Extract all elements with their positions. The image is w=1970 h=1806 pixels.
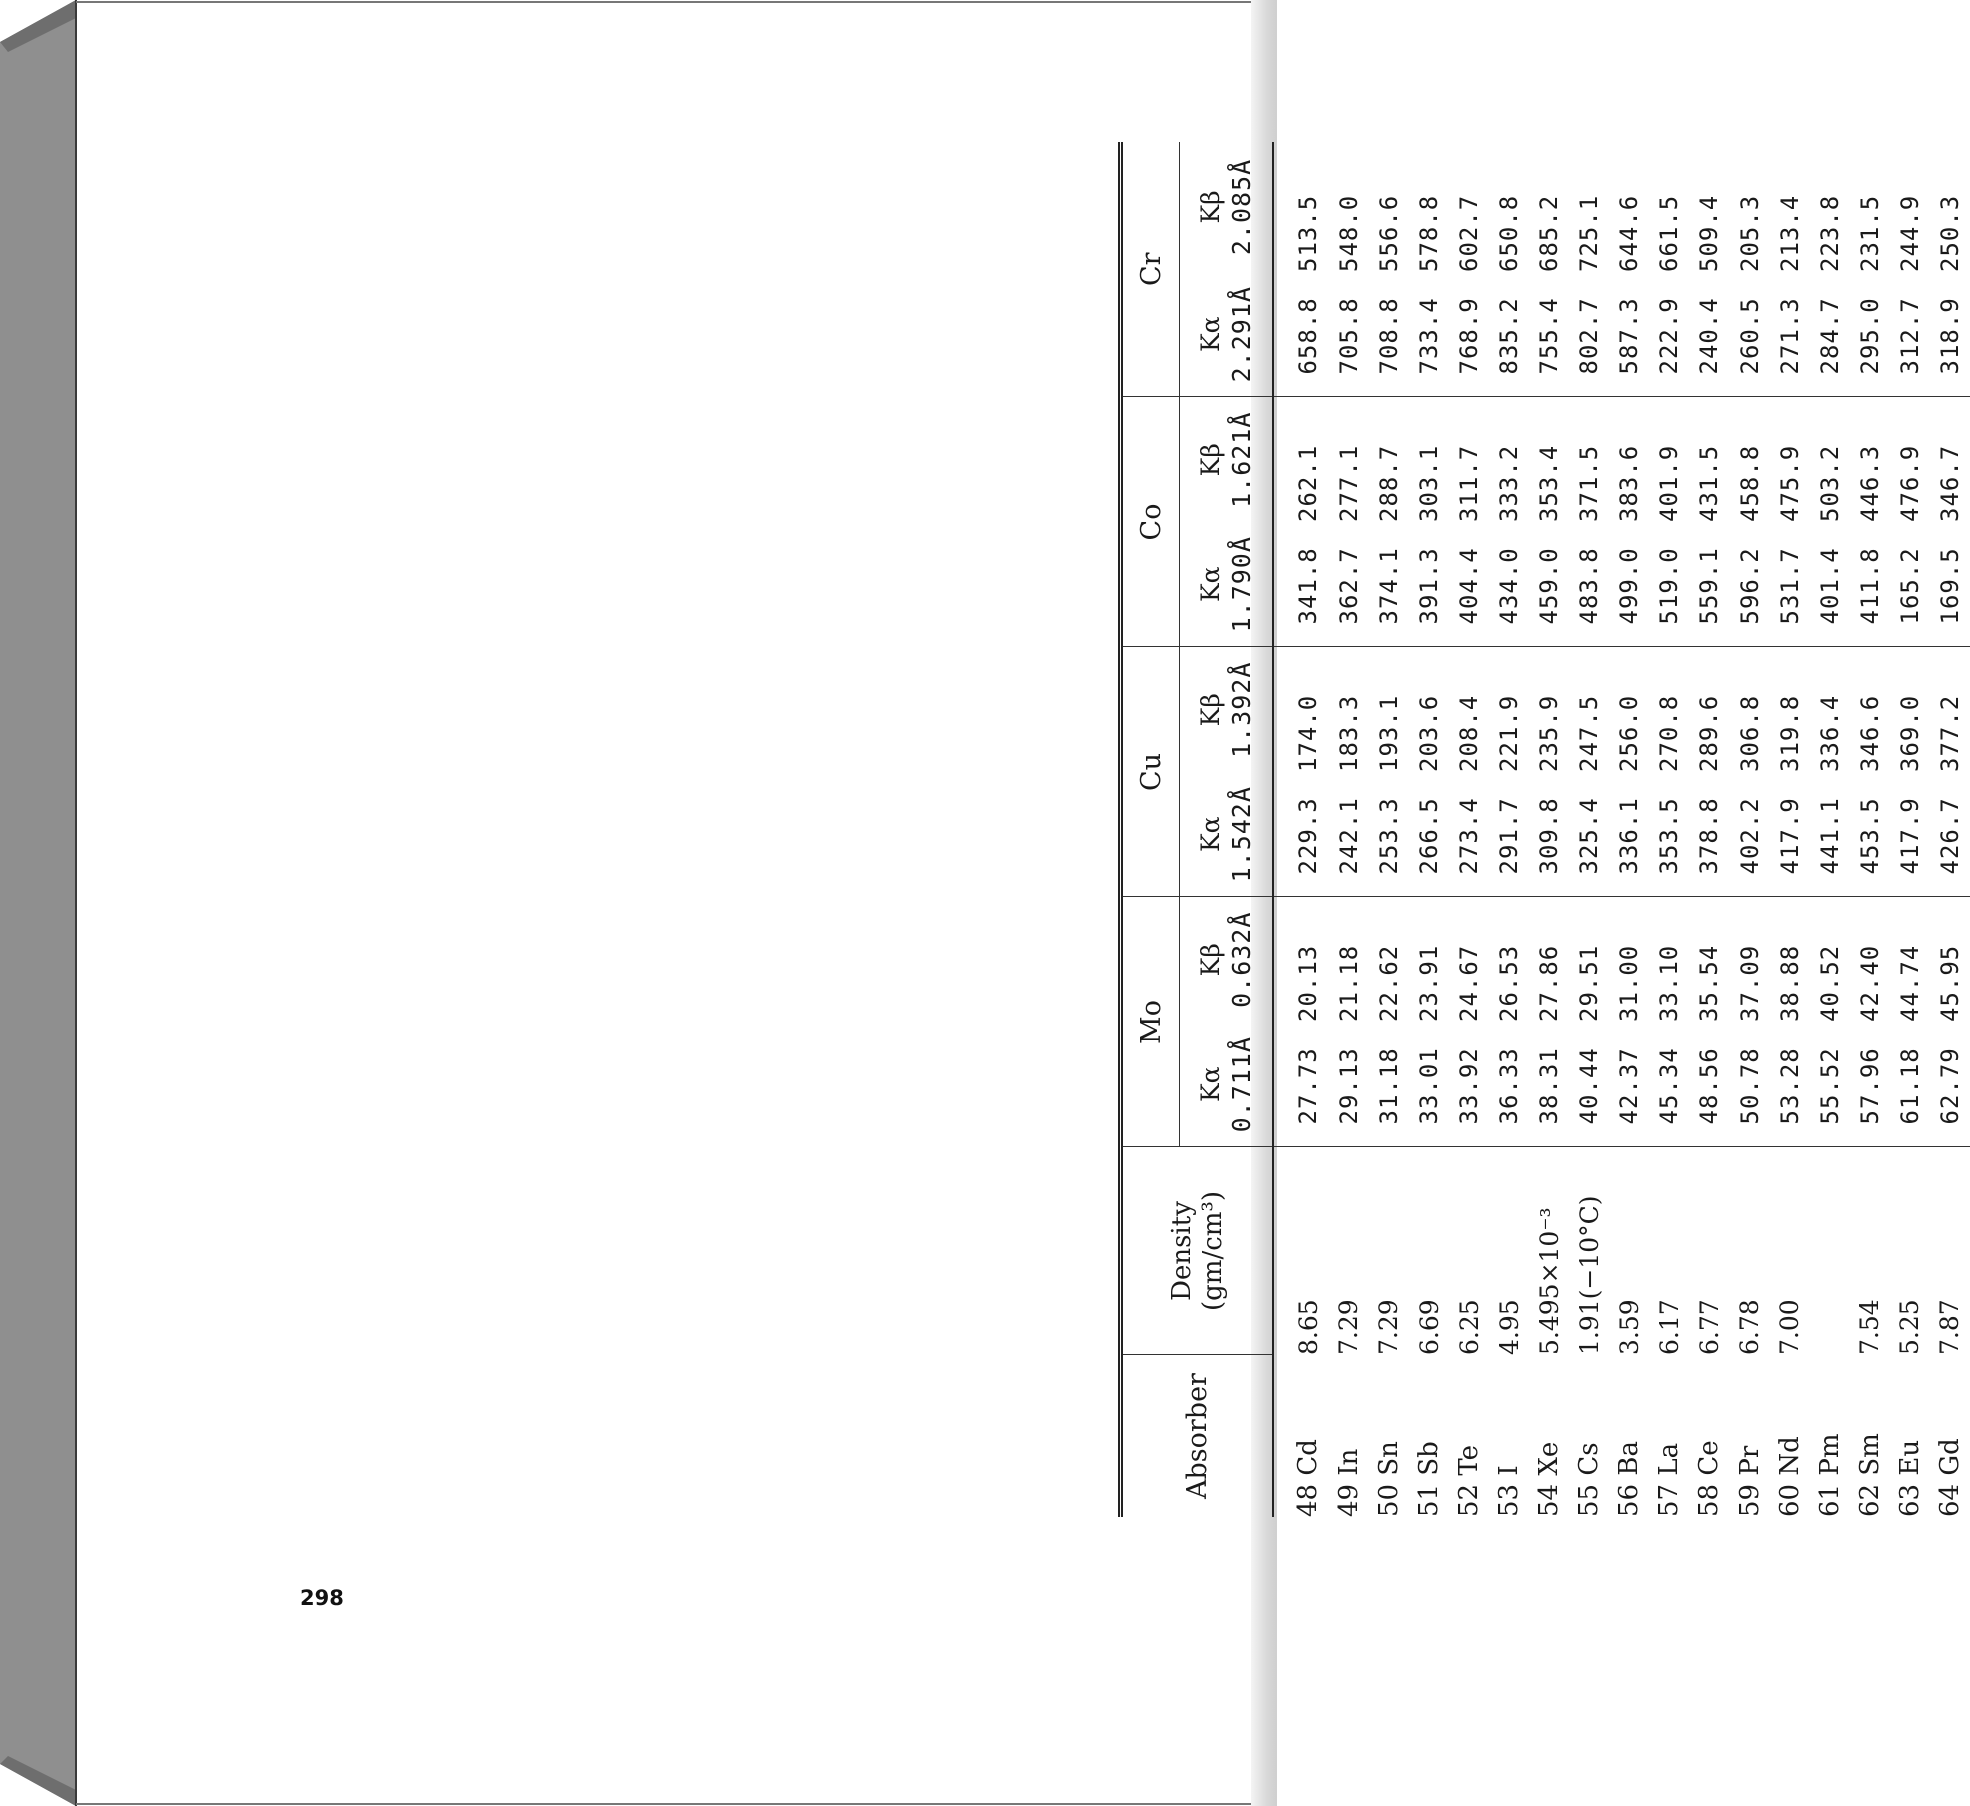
absorber-cell: 52 Te [1454, 1444, 1485, 1517]
value-cell: 23.91 [1415, 944, 1444, 1022]
value-cell: 303.1 [1415, 444, 1444, 522]
density-cell: 6.69 [1414, 1299, 1444, 1355]
value-cell: 459.0 [1529, 522, 1569, 647]
value-cell: 556.6 [1374, 194, 1403, 272]
value-cell: 247.5 [1575, 694, 1604, 772]
value-cell: 371.5 [1575, 444, 1604, 522]
density-cell: 7.87 [1935, 1299, 1965, 1355]
value-cell: 685.2 [1535, 194, 1564, 272]
density-cell: 7.29 [1334, 1299, 1364, 1355]
value-cell: 708.8 [1369, 272, 1409, 397]
value-cell: 36.33 [1489, 1022, 1529, 1147]
value-cell: 33.92 [1449, 1022, 1489, 1147]
value-cell: 446.3 [1855, 444, 1884, 522]
value-cell: 661.5 [1655, 194, 1684, 272]
sub-header-wavelength: 0.711Å [1227, 1036, 1256, 1133]
value-cell: 231.5 [1855, 194, 1884, 272]
sub-header-line: Kβ [1196, 443, 1225, 477]
sub-header-wavelength: 1.790Å [1227, 536, 1256, 633]
value-cell: 193.1 [1374, 694, 1403, 772]
table-row [1890, 142, 1930, 1517]
value-cell: 559.1 [1689, 522, 1729, 647]
absorber-cell: 54 Xe [1534, 1441, 1565, 1517]
value-cell: 291.7 [1489, 772, 1529, 897]
sub-header-line: Kα [1196, 566, 1225, 603]
absorber-cell: 48 Cd [1293, 1439, 1324, 1517]
value-cell: 62.79 [1930, 1022, 1970, 1147]
density-cell: 3.59 [1614, 1299, 1644, 1355]
value-cell: 587.3 [1609, 272, 1649, 397]
value-cell: 509.4 [1695, 194, 1724, 272]
value-cell: 48.56 [1689, 1022, 1729, 1147]
header-density-line1: Density [1166, 1201, 1197, 1301]
sub-header-line: Kβ [1196, 693, 1225, 727]
value-cell: 61.18 [1890, 1022, 1930, 1147]
value-cell: 475.9 [1775, 444, 1804, 522]
value-cell: 270.8 [1655, 694, 1684, 772]
table-row [1329, 142, 1369, 1517]
density-cell [1810, 1147, 1850, 1355]
value-cell: 250.3 [1935, 194, 1964, 272]
value-cell: 45.95 [1935, 944, 1964, 1022]
sub-header-wavelength: 2.291Å [1227, 286, 1256, 383]
header-cu-kb [1180, 647, 1274, 772]
value-cell: 705.8 [1329, 272, 1369, 397]
value-cell: 596.2 [1730, 522, 1770, 647]
value-cell: 802.7 [1569, 272, 1609, 397]
header-co-ka [1180, 522, 1274, 647]
table-row [1689, 142, 1729, 1517]
header-group-mo: Mo [1121, 897, 1180, 1147]
sub-header-wavelength: 1.621Å [1227, 411, 1256, 508]
value-cell: 57.96 [1850, 1022, 1890, 1147]
value-cell: 31.18 [1369, 1022, 1409, 1147]
table-row [1569, 142, 1609, 1517]
sub-header-line: Kα [1196, 816, 1225, 853]
value-cell: 548.0 [1334, 194, 1363, 272]
absorber-cell: 53 I [1494, 1465, 1525, 1517]
header-mo-kb [1180, 897, 1274, 1022]
absorber-cell: 64 Gd [1934, 1438, 1965, 1517]
header-density-line2: (gm/cm³) [1197, 1191, 1228, 1311]
absorber-cell: 60 Nd [1774, 1436, 1805, 1517]
value-cell: 277.1 [1334, 444, 1363, 522]
value-cell: 27.73 [1273, 1022, 1329, 1147]
value-cell: 213.4 [1775, 194, 1804, 272]
table-row [1810, 142, 1850, 1517]
value-cell: 503.2 [1815, 444, 1844, 522]
value-cell: 306.8 [1735, 694, 1764, 772]
absorber-cell: 62 Sm [1854, 1433, 1885, 1517]
value-cell: 417.9 [1770, 772, 1810, 897]
header-cr-kb [1180, 142, 1274, 272]
table-row [1409, 142, 1449, 1517]
value-cell: 458.8 [1735, 444, 1764, 522]
value-cell: 33.01 [1409, 1022, 1449, 1147]
density-cell: 7.00 [1775, 1299, 1805, 1355]
absorber-cell: 57 La [1654, 1442, 1685, 1517]
value-cell: 222.9 [1649, 272, 1689, 397]
value-cell: 362.7 [1329, 522, 1369, 647]
value-cell: 336.4 [1815, 694, 1844, 772]
value-cell: 289.6 [1695, 694, 1724, 772]
value-cell: 24.67 [1455, 944, 1484, 1022]
value-cell: 45.34 [1649, 1022, 1689, 1147]
value-cell: 29.51 [1575, 944, 1604, 1022]
density-cell: 6.17 [1654, 1299, 1684, 1355]
value-cell: 40.44 [1569, 1022, 1609, 1147]
value-cell: 31.00 [1615, 944, 1644, 1022]
value-cell: 38.31 [1529, 1022, 1569, 1147]
value-cell: 353.5 [1649, 772, 1689, 897]
absorber-cell: 63 Eu [1894, 1439, 1925, 1517]
sub-header-line: Kβ [1196, 190, 1225, 224]
header-group-cr: Cr [1121, 142, 1180, 397]
value-cell: 244.9 [1895, 194, 1924, 272]
value-cell: 271.3 [1770, 272, 1810, 397]
value-cell: 35.54 [1695, 944, 1724, 1022]
header-co-kb [1180, 397, 1274, 522]
header-cu-ka [1180, 772, 1274, 897]
value-cell: 22.62 [1374, 944, 1403, 1022]
absorber-cell: 49 In [1333, 1448, 1364, 1517]
value-cell: 441.1 [1810, 772, 1850, 897]
value-cell: 519.0 [1649, 522, 1689, 647]
value-cell: 223.8 [1815, 194, 1844, 272]
absorption-table-rotated [1118, 142, 1970, 1517]
value-cell: 27.86 [1535, 944, 1564, 1022]
table-row [1449, 142, 1489, 1517]
density-cell: 7.54 [1855, 1299, 1885, 1355]
value-cell: 203.6 [1415, 694, 1444, 772]
value-cell: 402.2 [1730, 772, 1770, 897]
value-cell: 256.0 [1615, 694, 1644, 772]
sub-header-line: Kα [1196, 1066, 1225, 1103]
value-cell: 42.40 [1855, 944, 1884, 1022]
table-row [1850, 142, 1890, 1517]
table-row [1649, 142, 1689, 1517]
value-cell: 404.4 [1449, 522, 1489, 647]
value-cell: 253.3 [1369, 772, 1409, 897]
table-row [1489, 142, 1529, 1517]
sub-header-wavelength: 2.085Å [1227, 158, 1256, 256]
value-cell: 260.5 [1730, 272, 1770, 397]
value-cell: 377.2 [1935, 694, 1964, 772]
value-cell: 55.52 [1810, 1022, 1850, 1147]
value-cell: 578.8 [1415, 194, 1444, 272]
value-cell: 38.88 [1775, 944, 1804, 1022]
value-cell: 483.8 [1569, 522, 1609, 647]
value-cell: 336.1 [1609, 772, 1649, 897]
absorber-cell: 59 Pr [1734, 1445, 1765, 1517]
value-cell: 426.7 [1930, 772, 1970, 897]
table-row [1730, 142, 1770, 1517]
value-cell: 262.1 [1294, 444, 1323, 522]
value-cell: 183.3 [1334, 694, 1363, 772]
value-cell: 37.09 [1735, 944, 1764, 1022]
value-cell: 411.8 [1850, 522, 1890, 647]
header-mo-ka [1180, 1022, 1274, 1147]
absorber-cell: 50 Sn [1373, 1441, 1404, 1517]
sub-header-wavelength: 0.632Å [1227, 911, 1256, 1008]
value-cell: 378.8 [1689, 772, 1729, 897]
value-cell: 602.7 [1455, 194, 1484, 272]
value-cell: 325.4 [1569, 772, 1609, 897]
value-cell: 221.9 [1495, 694, 1524, 772]
table-row [1770, 142, 1810, 1517]
absorber-cell: 55 Cs [1574, 1442, 1605, 1517]
header-density [1121, 1147, 1274, 1355]
value-cell: 44.74 [1895, 944, 1924, 1022]
value-cell: 242.1 [1329, 772, 1369, 897]
value-cell: 341.8 [1273, 522, 1329, 647]
value-cell: 42.37 [1609, 1022, 1649, 1147]
header-group-co: Co [1121, 397, 1180, 647]
table-row [1369, 142, 1409, 1517]
value-cell: 353.4 [1535, 444, 1564, 522]
density-cell: 4.95 [1494, 1299, 1524, 1355]
value-cell: 165.2 [1890, 522, 1930, 647]
table-row [1930, 142, 1970, 1517]
value-cell: 531.7 [1770, 522, 1810, 647]
value-cell: 499.0 [1609, 522, 1649, 647]
value-cell: 174.0 [1294, 694, 1323, 772]
value-cell: 288.7 [1374, 444, 1403, 522]
page-number: 298 [300, 1586, 344, 1610]
value-cell: 205.3 [1735, 194, 1764, 272]
value-cell: 311.7 [1455, 444, 1484, 522]
header-cr-ka [1180, 272, 1274, 397]
value-cell: 644.6 [1615, 194, 1644, 272]
density-cell: 5.25 [1895, 1299, 1925, 1355]
value-cell: 229.3 [1273, 772, 1329, 897]
value-cell: 53.28 [1770, 1022, 1810, 1147]
density-cell: 1.91(−10°C) [1574, 1195, 1604, 1355]
value-cell: 417.9 [1890, 772, 1930, 897]
value-cell: 208.4 [1455, 694, 1484, 772]
value-cell: 319.8 [1775, 694, 1804, 772]
absorber-cell: 61 Pm [1814, 1433, 1845, 1517]
value-cell: 273.4 [1449, 772, 1489, 897]
value-cell: 369.0 [1895, 694, 1924, 772]
value-cell: 346.7 [1935, 444, 1964, 522]
value-cell: 658.8 [1273, 272, 1329, 397]
value-cell: 755.4 [1529, 272, 1569, 397]
absorber-cell: 51 Sb [1414, 1441, 1445, 1517]
value-cell: 333.2 [1495, 444, 1524, 522]
value-cell: 374.1 [1369, 522, 1409, 647]
sub-header-line: Kβ [1196, 943, 1225, 977]
value-cell: 21.18 [1334, 944, 1363, 1022]
value-cell: 29.13 [1329, 1022, 1369, 1147]
value-cell: 476.9 [1895, 444, 1924, 522]
value-cell: 309.8 [1529, 772, 1569, 897]
value-cell: 725.1 [1575, 194, 1604, 272]
value-cell: 318.9 [1930, 272, 1970, 397]
value-cell: 169.5 [1930, 522, 1970, 647]
absorption-table [1118, 142, 1970, 1517]
value-cell: 835.2 [1489, 272, 1529, 397]
density-cell: 6.25 [1454, 1299, 1484, 1355]
sub-header-line: Kα [1196, 316, 1225, 353]
value-cell: 295.0 [1850, 272, 1890, 397]
value-cell: 391.3 [1409, 522, 1449, 647]
table-row [1273, 142, 1329, 1517]
density-cell: 8.65 [1293, 1299, 1323, 1355]
header-absorber: Absorber [1121, 1355, 1274, 1517]
sub-header-wavelength: 1.542Å [1227, 786, 1256, 883]
density-cell: 6.78 [1735, 1299, 1765, 1355]
value-cell: 235.9 [1535, 694, 1564, 772]
value-cell: 768.9 [1449, 272, 1489, 397]
header-group-cu: Cu [1121, 647, 1180, 897]
value-cell: 401.9 [1655, 444, 1684, 522]
value-cell: 383.6 [1615, 444, 1644, 522]
value-cell: 401.4 [1810, 522, 1850, 647]
value-cell: 431.5 [1695, 444, 1724, 522]
value-cell: 346.6 [1855, 694, 1884, 772]
value-cell: 284.7 [1810, 272, 1850, 397]
sub-header-wavelength: 1.392Å [1227, 661, 1256, 758]
value-cell: 266.5 [1409, 772, 1449, 897]
value-cell: 40.52 [1815, 944, 1844, 1022]
value-cell: 453.5 [1850, 772, 1890, 897]
value-cell: 434.0 [1489, 522, 1529, 647]
absorber-cell: 56 Ba [1614, 1441, 1645, 1517]
absorber-cell: 58 Ce [1694, 1440, 1725, 1517]
density-cell: 6.77 [1694, 1299, 1724, 1355]
value-cell: 50.78 [1730, 1022, 1770, 1147]
table-row [1609, 142, 1649, 1517]
value-cell: 312.7 [1890, 272, 1930, 397]
density-cell: 5.495×10⁻³ [1534, 1207, 1564, 1355]
value-cell: 240.4 [1689, 272, 1729, 397]
value-cell: 650.8 [1495, 194, 1524, 272]
density-cell: 7.29 [1374, 1299, 1404, 1355]
value-cell: 20.13 [1294, 944, 1323, 1022]
table-body [1273, 142, 1970, 1517]
value-cell: 513.5 [1294, 194, 1323, 272]
value-cell: 33.10 [1655, 944, 1684, 1022]
value-cell: 733.4 [1409, 272, 1449, 397]
value-cell: 26.53 [1495, 944, 1524, 1022]
table-row [1529, 142, 1569, 1517]
